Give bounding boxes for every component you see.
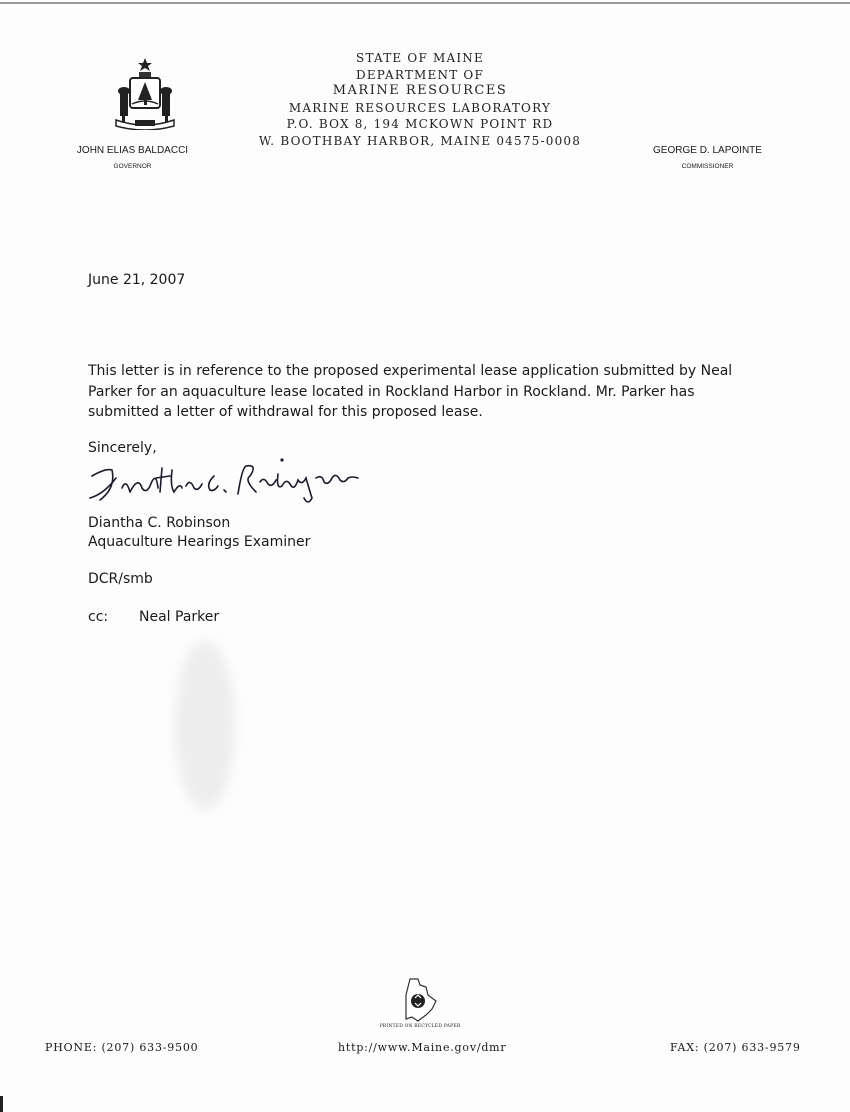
department-of: DEPARTMENT OF (356, 67, 484, 82)
agency-address-block (240, 50, 600, 149)
page-top-edge (0, 2, 850, 4)
signer-title: Aquaculture Hearings Examiner (88, 534, 311, 550)
footer-fax: FAX: (207) 633-9579 (670, 1041, 801, 1054)
typist-initials: DCR/smb (88, 571, 153, 587)
governor-title: GOVERNOR (113, 163, 152, 170)
page-scan-edge (0, 1096, 3, 1112)
letter-closing: Sincerely, (88, 440, 157, 456)
recycled-paper-maine-icon (396, 975, 446, 1025)
governor-name: JOHN ELIAS BALDACCI (76, 145, 189, 156)
handwritten-signature (86, 448, 366, 510)
footer-website: http://www.Maine.gov/dmr (338, 1041, 507, 1054)
po-box-address: P.O. BOX 8, 194 MCKOWN POINT RD (286, 117, 554, 131)
department-name: MARINE RESOURCES (332, 83, 508, 98)
letter-date: June 21, 2007 (88, 272, 186, 288)
body-line: This letter is in reference to the proposed experimental lease application submitted by Neal (88, 363, 733, 379)
commissioner-name: GEORGE D. LAPOINTE (653, 145, 762, 156)
cc-label: cc: (88, 609, 109, 625)
commissioner-title: COMMISSIONER (681, 163, 734, 170)
footer-phone: PHONE: (207) 633-9500 (45, 1041, 199, 1054)
letter-body (88, 361, 733, 423)
maine-state-seal-icon (112, 56, 178, 130)
body-line: Parker for an aquaculture lease located in Rockland Harbor in Rockland. Mr. Parker has (88, 383, 695, 400)
scan-smudge (175, 640, 235, 810)
signer-name: Diantha C. Robinson (88, 515, 231, 531)
state-name: STATE OF MAINE (356, 51, 484, 65)
body-line: submitted a letter of withdrawal for this proposed lease. (88, 404, 483, 420)
laboratory-name: MARINE RESOURCES LABORATORY (288, 100, 552, 115)
recycled-paper-note: PRINTED ON RECYCLED PAPER (379, 1024, 461, 1029)
city-address: W. BOOTHBAY HARBOR, MAINE 04575-0008 (258, 133, 582, 148)
cc-recipient: Neal Parker (139, 609, 220, 625)
